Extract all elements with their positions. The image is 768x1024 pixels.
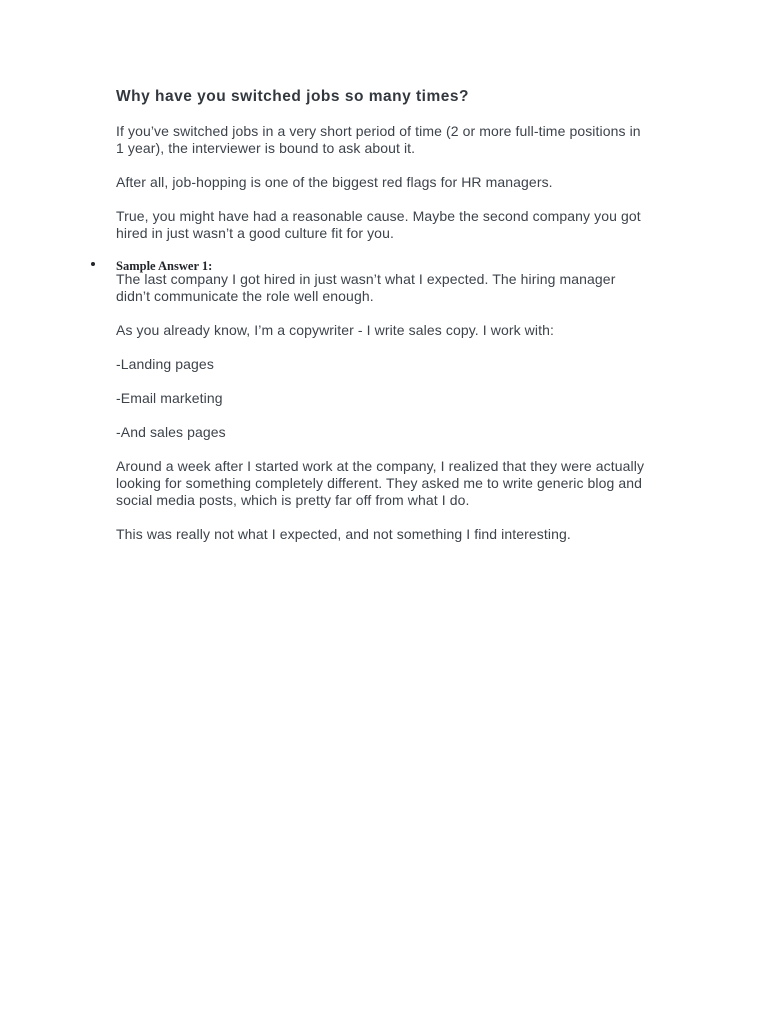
answer-paragraph: Around a week after I started work at the company, I realized that they were actually looking for something completely different. They asked me to write generic blog and social media posts, which is pretty far off from what I do. (116, 458, 645, 508)
bullet-icon (91, 262, 95, 266)
answer-list-item: -Email marketing (116, 390, 223, 406)
sample-answer-label: Sample Answer 1: (116, 259, 213, 273)
answer-paragraph: This was really not what I expected, and not something I find interesting. (116, 526, 571, 542)
answer-list-item: -Landing pages (116, 356, 214, 372)
answer-paragraph: As you already know, I’m a copywriter - I write sales copy. I work with: (116, 322, 554, 338)
answer-list-item: -And sales pages (116, 424, 226, 440)
answer-paragraph: The last company I got hired in just wasn’t what I expected. The hiring manager didn’t communicate the role well enough. (116, 271, 616, 304)
intro-paragraph: If you’ve switched jobs in a very short period of time (2 or more full-time positions in 1 year), the interviewer is bound to ask about it. (116, 123, 641, 156)
page-title: Why have you switched jobs so many times? (116, 88, 469, 105)
intro-paragraph: True, you might have had a reasonable cause. Maybe the second company you got hired in just wasn’t a good culture fit for you. (116, 208, 641, 241)
document-page (116, 86, 646, 560)
intro-paragraph: After all, job-hopping is one of the biggest red flags for HR managers. (116, 174, 553, 190)
sample-answer (116, 259, 646, 543)
